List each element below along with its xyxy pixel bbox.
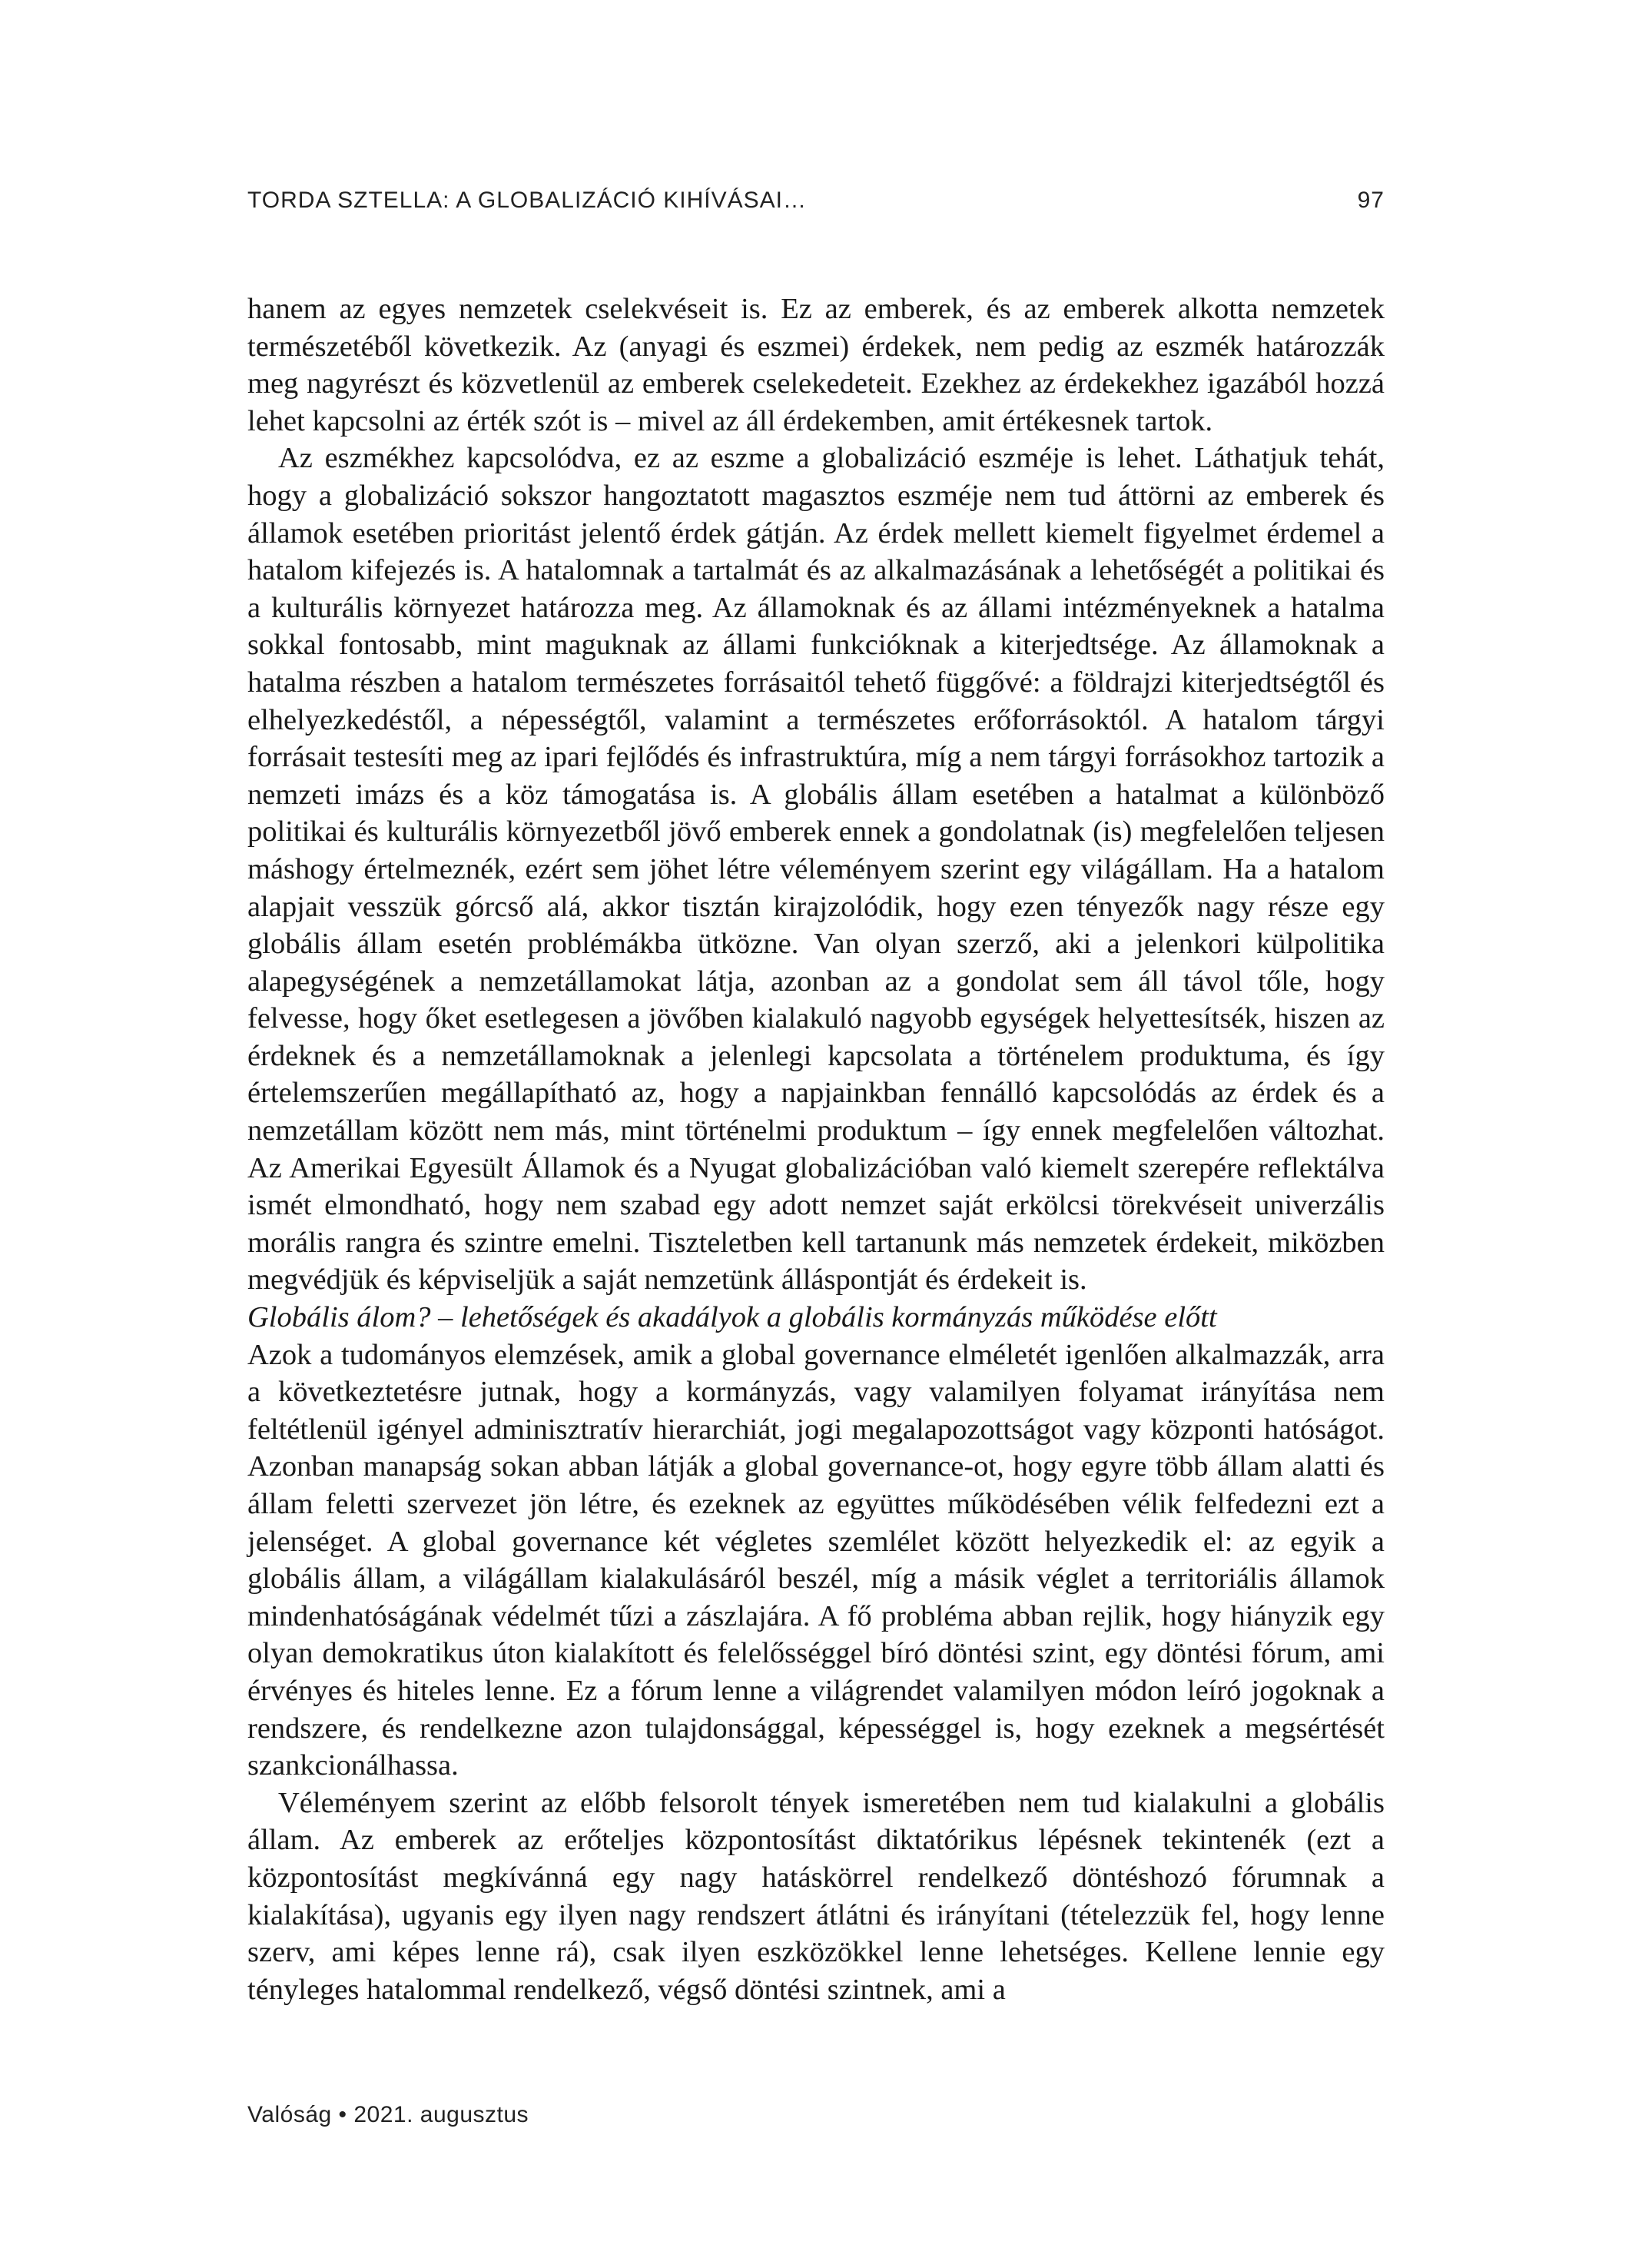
- paragraph: Véleményem szerint az előbb felsorolt tények ismeretében nem tud kialakulni a globális állam. Az emberek az erőteljes központosítást diktatórikus lépésnek tekintenék (ezt a központosítást megkívánná egy nagy hatáskörrel rendelkező döntéshozó fórumnak a kialakítása), ugyanis egy ilyen nagy rendszert átlátni és irányítani (tételezzük fel, hogy lenne szerv, ami képes lenne rá), csak ilyen eszközökkel lenne lehetséges. Kellene lennie egy tényleges hatalommal rendelkező, végső döntési szintnek, ami a: [247, 1786, 1385, 2006]
- paragraph-continued: hanem az egyes nemzetek cselekvéseit is. Ez az emberek, és az emberek alkotta nemzetek természetéből következik. Az (anyagi és eszmei) érdekek, nem pedig az eszmék határozzák meg nagyrészt és közvetlenül az emberek cselekedeteit. Ezekhez az érdekekhez igazából hozzá lehet kapcsolni az érték szót is – mivel az áll érdekemben, amit értékesnek tartok.: [247, 293, 1385, 437]
- running-title: TORDA SZTELLA: A GLOBALIZÁCIÓ KIHÍVÁSAI…: [247, 188, 808, 213]
- paragraph: Az eszmékhez kapcsolódva, ez az eszme a globalizáció eszméje is lehet. Láthatjuk tehát, hogy a globalizáció sokszor hangoztatott magasztos eszméje nem tud áttörni az emberek és államok esetében prioritást jelentő érdek gátján. Az érdek mellett kiemelt figyelmet érdemel a hatalom kifejezés is. A hatalomnak a tartalmát és az alkalmazásának a lehetőségét a politikai és a kulturális környezet határozza meg. Az államoknak és az állami intézményeknek a hatalma sokkal fontosabb, mint maguknak az állami funkcióknak a kiterjedtsége. Az államoknak a hatalma részben a hatalom természetes forrásaitól tehető függővé: a földrajzi kiterjedtségtől és elhelyezkedéstől, a népességtől, valamint a természetes erőforrásoktól. A hatalom tárgyi forrásait testesíti meg az ipari fejlődés és infrastruktúra, míg a nem tárgyi forrásokhoz tartozik a nemzeti imázs és a köz támogatása is. A globális állam esetében a hatalmat a különböző politikai és kulturális környezetből jövő emberek ennek a gondolatnak (is) megfelelően teljesen máshogy értelmeznék, ezért sem jöhet létre véleményem szerint egy világállam. Ha a hatalom alapjait vesszük górcső alá, akkor tisztán kirajzolódik, hogy ezen tényezők nagy része egy globális állam esetén problémákba ütközne. Van olyan szerző, aki a jelenkori külpolitika alapegységének a nemzetállamokat látja, azonban az a gondolat sem áll távol tőle, hogy felvesse, hogy őket esetlegesen a jövőben kialakuló nagyobb egységek helyettesítsék, hiszen az érdeknek és a nemzetállamoknak a jelenlegi kapcsolata a történelem produktuma, és így értelemszerűen megállapítható az, hogy a napjainkban fennálló kapcsolódás az érdek és a nemzetállam között nem más, mint történelmi produktum – így ennek megfelelően változhat. Az Amerikai Egyesült Államok és a Nyugat globalizációban való kiemelt szerepére reflektálva ismét elmondható, hogy nem szabad egy adott nemzet saját erkölcsi törekvéseit univerzális morális rangra és szintre emelni. Tiszteletben kell tartanunk más nemzetek érdekeit, miközben megvédjük és képviseljük a saját nemzetünk álláspontját és érdekeit is.: [247, 442, 1385, 1297]
- article-body: [247, 291, 1385, 2008]
- running-head: [247, 188, 1385, 214]
- section-heading: Globális álom? – lehetőségek és akadályok a globális kormányzás működése előtt: [247, 1301, 1217, 1334]
- paragraph: Azok a tudományos elemzések, amik a global governance elméletét igenlően alkalmazzák, arra a következtetésre jutnak, hogy a kormányzás, vagy valamilyen folyamat irányítása nem feltétlenül igényel adminisztratív hierarchiát, jogi megalapozottságot vagy központi hatóságot. Azonban manapság sokan abban látják a global governance-ot, hogy egyre több állam alatti és állam feletti szervezet jön létre, és ezeknek az együttes működésében vélik felfedezni ezt a jelenséget. A global governance két végletes szemlélet között helyezkedik el: az egyik a globális állam, a világállam kialakulásáról beszél, míg a másik véglet a territoriális államok mindenhatóságának védelmét tűzi a zászlajára. A fő probléma abban rejlik, hogy hiányzik egy olyan demokratikus úton kialakított és felelősséggel bíró döntési szint, egy döntési fórum, ami érvényes és hiteles lenne. Ez a fórum lenne a világrendet valamilyen módon leíró jogoknak a rendszere, és rendelkezne azon tulajdonsággal, képességgel is, hogy ezeknek a megsértését szankcionálhassa.: [247, 1338, 1385, 1782]
- journal-footer: Valóság • 2021. augusztus: [247, 2102, 529, 2127]
- page-number: 97: [1357, 188, 1385, 213]
